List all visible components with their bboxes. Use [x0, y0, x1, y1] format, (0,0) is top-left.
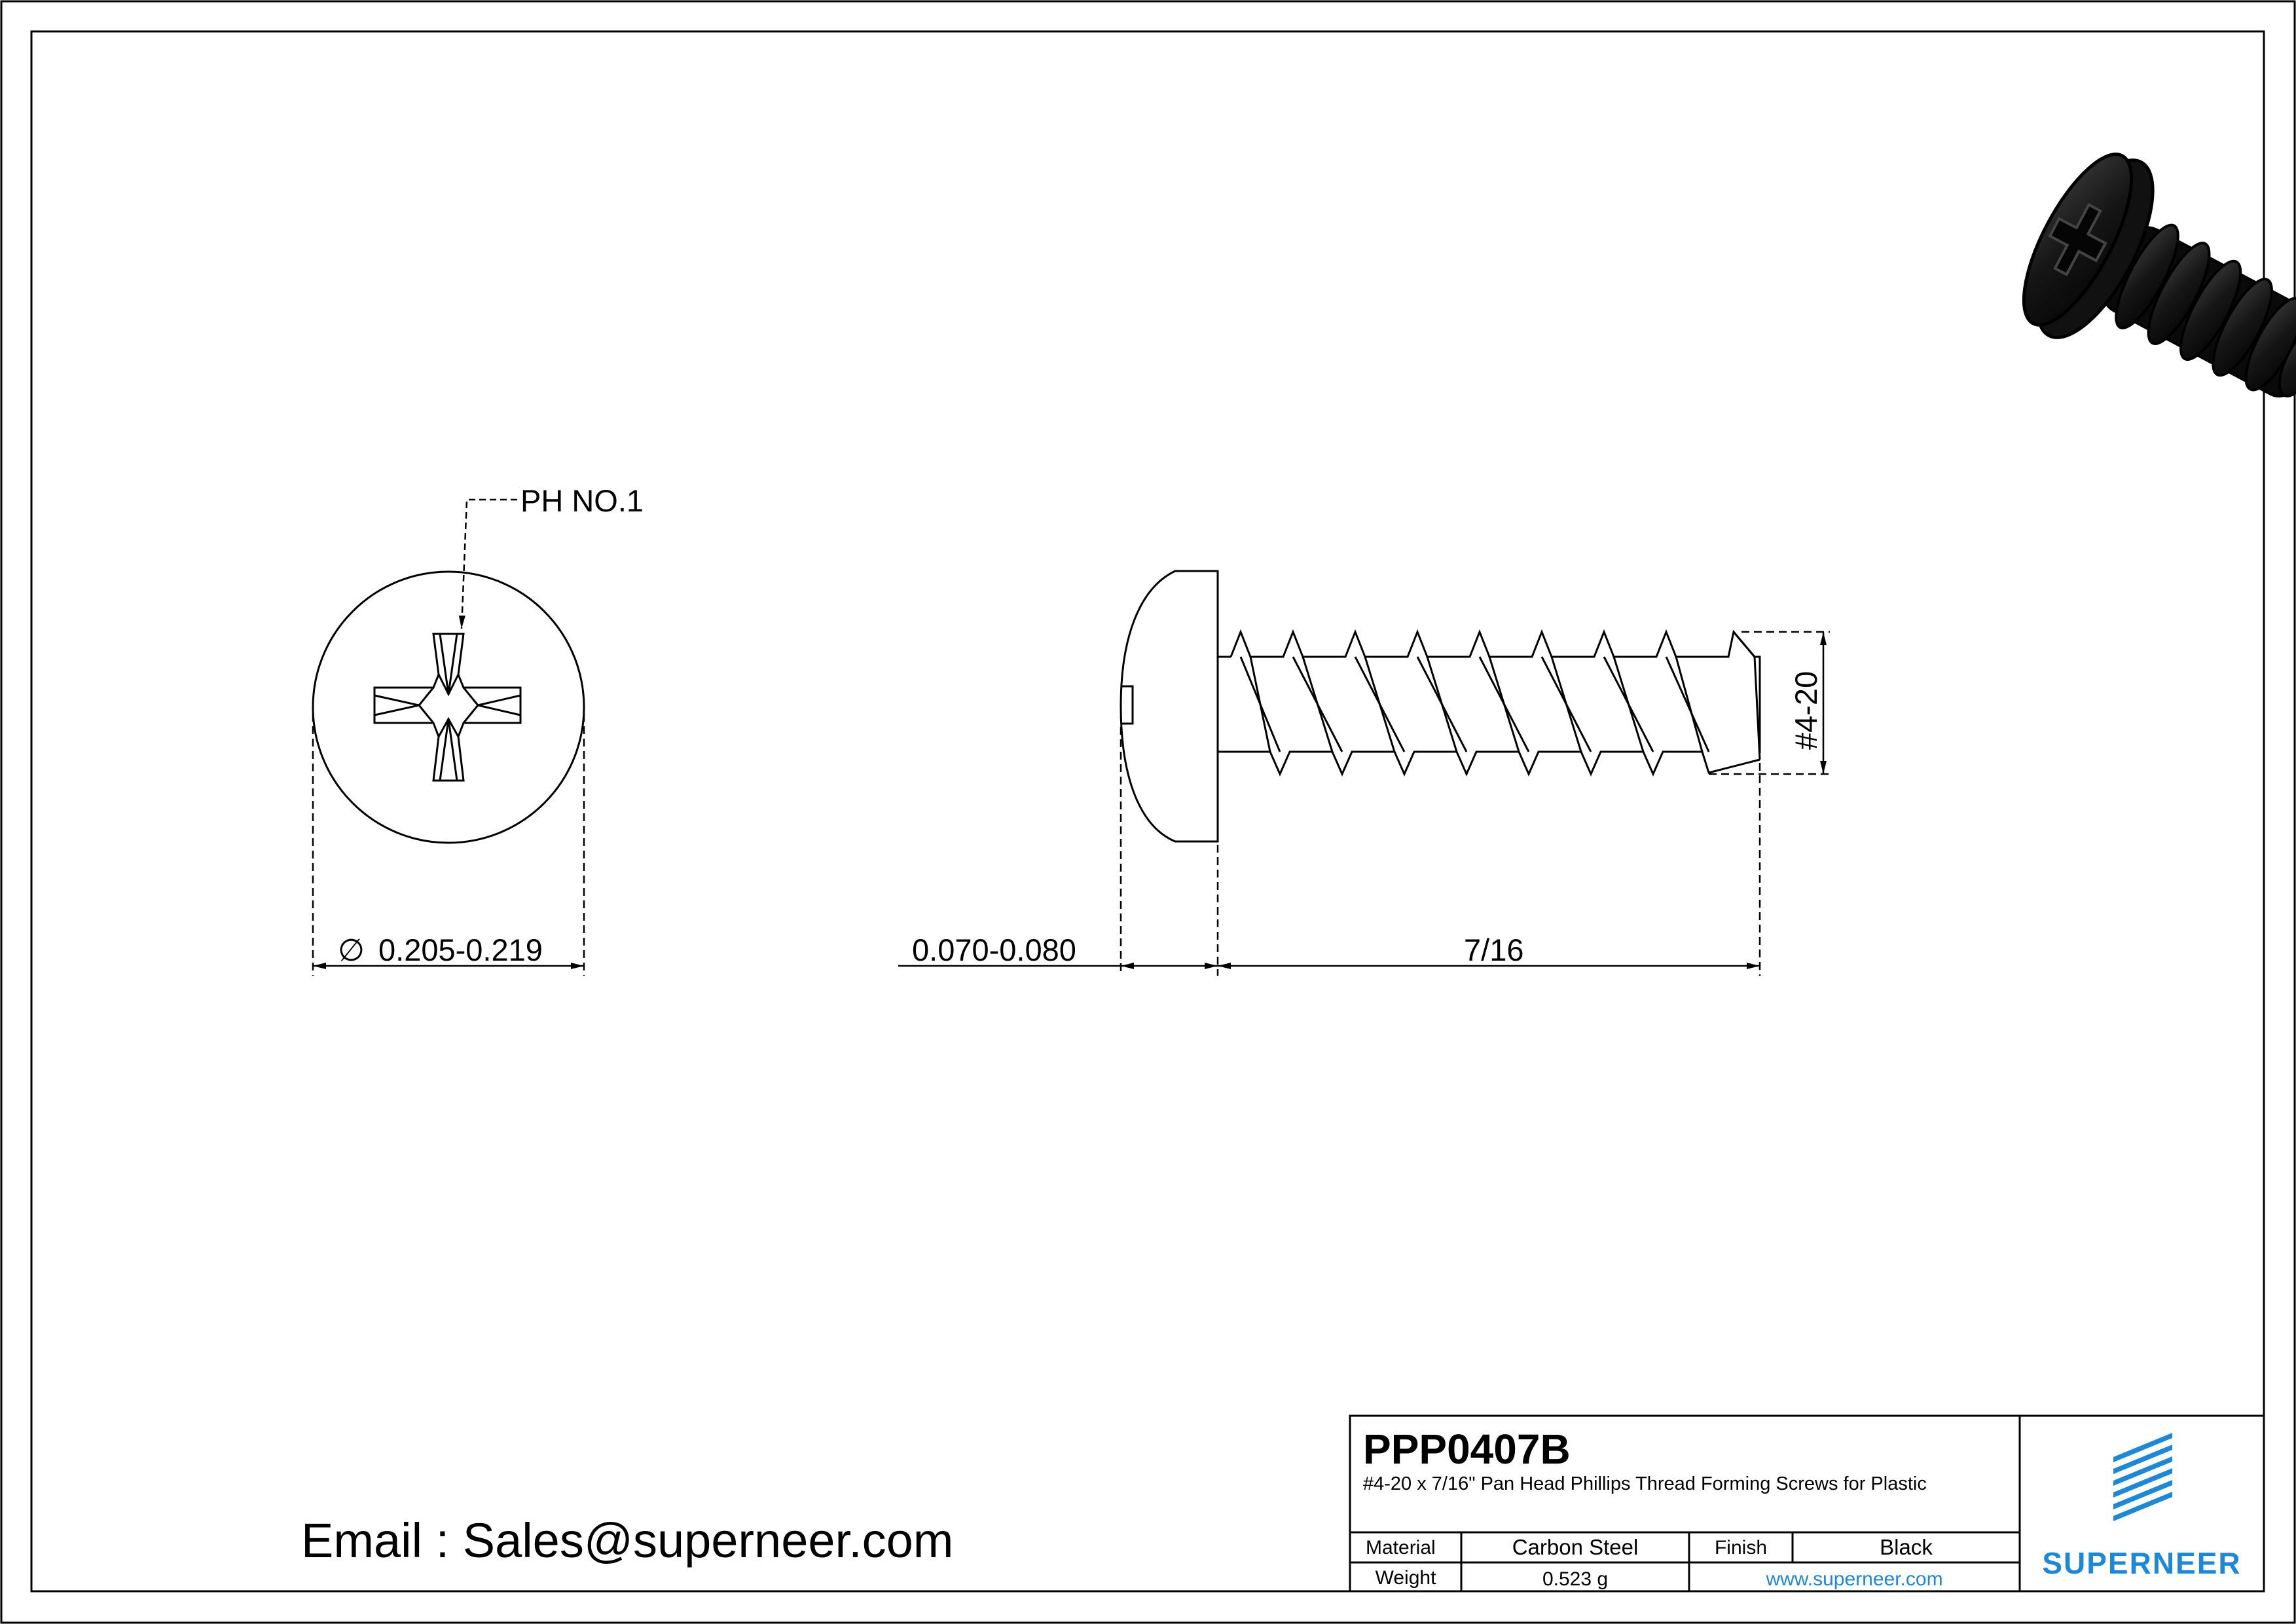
part-number: PPP0407B [1363, 1426, 1571, 1473]
front-view [313, 572, 584, 843]
phillips-recess-outer [374, 634, 520, 781]
weight-value: 0.523 g [1542, 1568, 1609, 1590]
brand-name: SUPERNEER [2042, 1546, 2242, 1580]
head-outline [313, 572, 584, 843]
material-label: Material [1366, 1537, 1436, 1559]
thread-size-label: #4-20 [1789, 671, 1823, 750]
website-link[interactable]: www.superneer.com [1766, 1568, 1943, 1590]
outer-border [1, 1, 2295, 1623]
material-value: Carbon Steel [1512, 1535, 1639, 1559]
contact-email[interactable]: Email : Sales@superneer.com [301, 1513, 954, 1568]
superneer-logo-icon [2113, 1433, 2172, 1521]
drive-leader [462, 500, 517, 629]
pan-head [1121, 571, 1218, 841]
inner-border [31, 31, 2264, 1591]
part-description: #4-20 x 7/16" Pan Head Phillips Thread Forming Screws for Plastic [1363, 1473, 1927, 1494]
finish-label: Finish [1714, 1537, 1768, 1559]
weight-label: Weight [1375, 1567, 1436, 1589]
side-view [1121, 571, 1760, 841]
head-height-value: 0.070-0.080 [912, 932, 1076, 967]
diameter-symbol: ∅ [338, 932, 365, 967]
finish-value: Black [1880, 1535, 1933, 1559]
length-value: 7/16 [1464, 932, 1524, 967]
screw-3d-render-icon [2001, 137, 2296, 454]
head-diameter-value: 0.205-0.219 [378, 932, 543, 967]
drive-label: PH NO.1 [520, 483, 644, 518]
